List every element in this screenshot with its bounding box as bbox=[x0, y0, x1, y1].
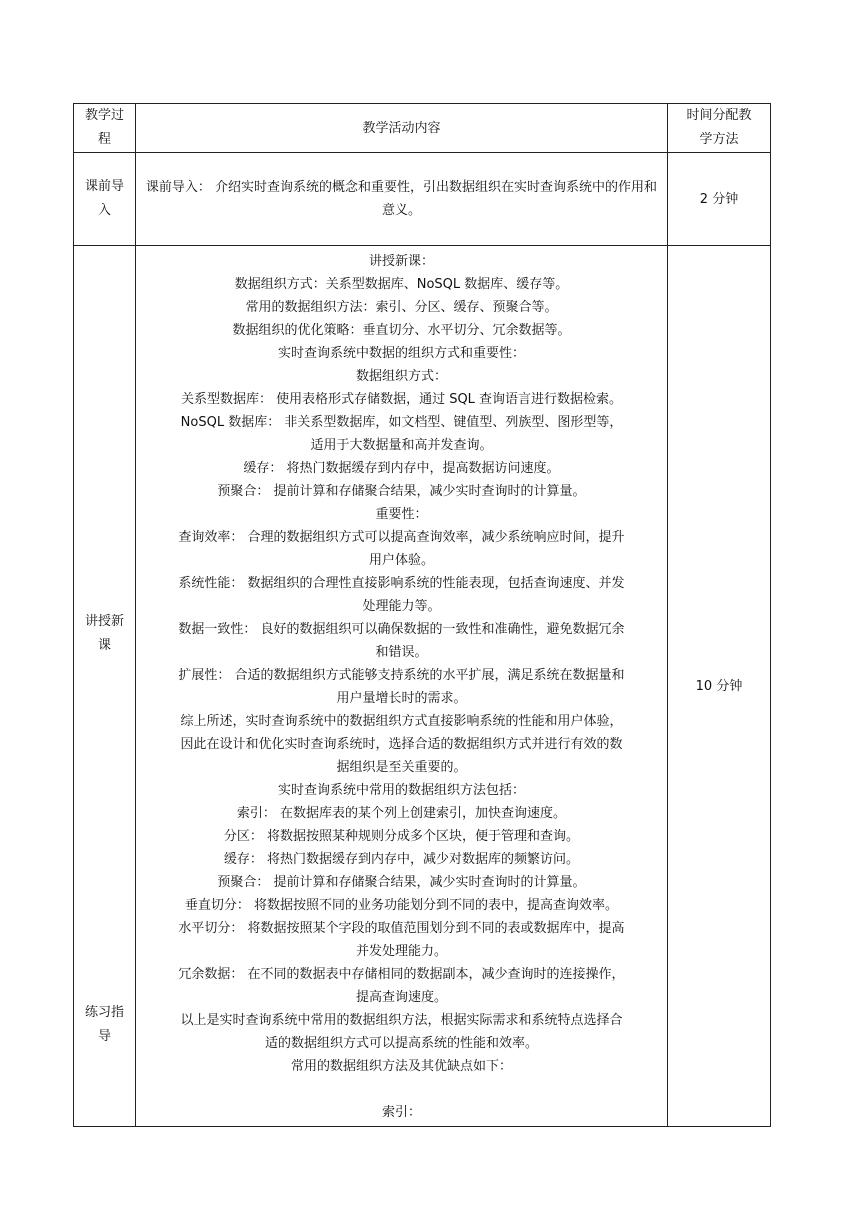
content-line: 常用的数据组织方法及其优缺点如下： bbox=[290, 1059, 512, 1074]
content-line: 实时查询系统中常用的数据组织方法包括： bbox=[277, 783, 525, 798]
content-line: 适的数据组织方式可以提高系统的性能和效率。 bbox=[264, 1036, 538, 1051]
main-stage-2-line2: 导 bbox=[97, 1029, 111, 1044]
content-line: 系统性能： 数据组织的合理性直接影响系统的性能表现，包括查询速度、并发 bbox=[178, 576, 625, 591]
content-line: 扩展性： 合适的数据组织方式能够支持系统的水平扩展，满足系统在数据量和 bbox=[178, 668, 625, 683]
content-line: 数据组织的优化策略：垂直切分、水平切分、冗余数据等。 bbox=[232, 323, 571, 338]
header-content-cell: 教学活动内容 bbox=[136, 104, 668, 153]
main-content-cell bbox=[136, 246, 668, 1127]
intro-stage-cell bbox=[74, 153, 136, 246]
content-line: 以上是实时查询系统中常用的数据组织方法，根据实际需求和系统特点选择合 bbox=[180, 1013, 623, 1028]
intro-stage-line2: 入 bbox=[97, 203, 111, 218]
content-line: 用户体验。 bbox=[368, 553, 434, 568]
content-line: 数据一致性： 良好的数据组织可以确保数据的一致性和准确性，避免数据冗余 bbox=[178, 622, 625, 637]
content-line: 综上所述，实时查询系统中的数据组织方式直接影响系统的性能和用户体验， bbox=[180, 714, 623, 729]
content-line: 预聚合： 提前计算和存储聚合结果，减少实时查询时的计算量。 bbox=[217, 484, 586, 499]
header-time-line1: 时间分配教 bbox=[686, 108, 752, 123]
content-line: 水平切分： 将数据按照某个字段的取值范围划分到不同的表或数据库中，提高 bbox=[178, 921, 625, 936]
header-stage-cell bbox=[74, 104, 136, 153]
header-time-cell bbox=[668, 104, 771, 153]
main-stage-cell bbox=[74, 246, 136, 1127]
content-line: 处理能力等。 bbox=[362, 599, 441, 614]
content-line: 缓存： 将热门数据缓存到内存中，提高数据访问速度。 bbox=[243, 461, 560, 476]
intro-content-cell bbox=[136, 153, 668, 246]
content-line: 重要性： bbox=[375, 507, 428, 522]
main-stage-1 bbox=[74, 610, 135, 658]
intro-row bbox=[74, 153, 771, 246]
intro-stage-line1: 课前导 bbox=[84, 179, 124, 194]
content-line: 适用于大数据量和高并发查询。 bbox=[310, 438, 493, 453]
main-time-cell: 10 分钟 bbox=[668, 246, 771, 1127]
main-stage-2-line1: 练习指 bbox=[84, 1005, 124, 1020]
content-line: 索引： 在数据库表的某个列上创建索引，加快查询速度。 bbox=[236, 806, 567, 821]
content-blank-line bbox=[144, 1078, 659, 1101]
content-line: 常用的数据组织方法：索引、分区、缓存、预聚合等。 bbox=[245, 300, 558, 315]
header-stage-line1: 教学过 bbox=[84, 108, 124, 123]
content-line: NoSQL 数据库： 非关系型数据库，如文档型、键值型、列族型、图形型等， bbox=[180, 415, 623, 430]
content-line: 数据组织方式：关系型数据库、NoSQL 数据库、缓存等。 bbox=[234, 277, 569, 292]
content-line: 实时查询系统中数据的组织方式和重要性： bbox=[277, 346, 525, 361]
main-stage-1-line1: 讲授新 bbox=[84, 614, 124, 629]
content-line: 讲授新课： bbox=[368, 254, 434, 269]
content-line: 据组织是至关重要的。 bbox=[336, 760, 467, 775]
content-line: 用户量增长时的需求。 bbox=[336, 691, 467, 706]
content-line: 数据组织方式： bbox=[355, 369, 447, 384]
content-line: 垂直切分： 将数据按照不同的业务功能划分到不同的表中，提高查询效率。 bbox=[184, 898, 619, 913]
table-header-row bbox=[74, 104, 771, 153]
header-time-line2: 学方法 bbox=[699, 132, 739, 147]
main-content bbox=[136, 248, 667, 1124]
content-line: 预聚合： 提前计算和存储聚合结果，减少实时查询时的计算量。 bbox=[217, 875, 586, 890]
content-line: 缓存： 将热门数据缓存到内存中，减少对数据库的频繁访问。 bbox=[223, 852, 580, 867]
intro-time-cell: 2 分钟 bbox=[668, 153, 771, 246]
content-line: 因此在设计和优化实时查询系统时，选择合适的数据组织方式并进行有效的数 bbox=[180, 737, 623, 752]
main-stage-2 bbox=[74, 1001, 135, 1049]
content-line: 并发处理能力。 bbox=[355, 944, 447, 959]
content-line: 索引： bbox=[381, 1105, 421, 1120]
content-line: 和错误。 bbox=[375, 645, 428, 660]
intro-content-text: 课前导入： 介绍实时查询系统的概念和重要性，引出数据组织在实时查询系统中的作用和意义。 bbox=[145, 180, 658, 218]
content-line: 查询效率： 合理的数据组织方式可以提高查询效率，减少系统响应时间，提升 bbox=[178, 530, 625, 545]
main-row bbox=[74, 246, 771, 1127]
content-line: 提高查询速度。 bbox=[355, 990, 447, 1005]
content-line: 关系型数据库： 使用表格形式存储数据，通过 SQL 查询语言进行数据检索。 bbox=[180, 392, 623, 407]
lesson-plan-table bbox=[73, 103, 771, 1127]
header-stage-line2: 程 bbox=[97, 132, 111, 147]
content-line: 分区： 将数据按照某种规则分成多个区块，便于管理和查询。 bbox=[223, 829, 580, 844]
content-line: 冗余数据： 在不同的数据表中存储相同的数据副本，减少查询时的连接操作， bbox=[178, 967, 625, 982]
main-stage-1-line2: 课 bbox=[97, 638, 111, 653]
